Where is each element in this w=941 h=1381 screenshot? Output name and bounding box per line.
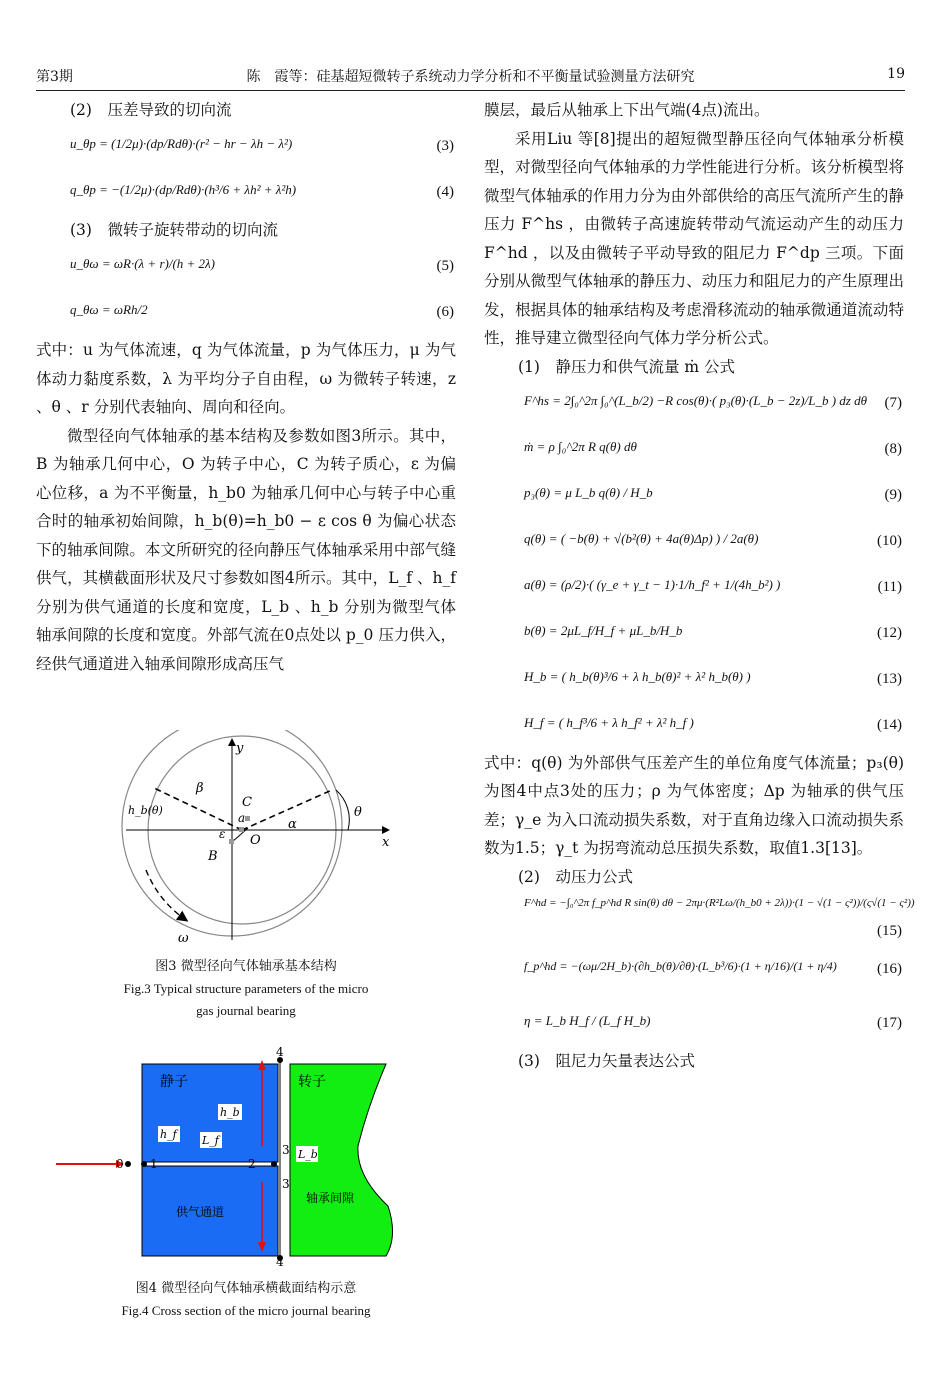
equation-body: f_p^hd = −(ωμ/2H_b)·(∂h_b(θ)/∂θ)·(L_b³/6)·(1 + η/16)/(1 + η/4) bbox=[524, 958, 837, 973]
equation-body: F^hd = −∫₀^2π f_p^hd R sin(θ) dθ − 2πμ·(R²Lω/(h_b0 + 2λ))·(1 − √(1 − ς²))/(ς√(1 − ς²)) bbox=[524, 896, 915, 909]
label-x: x bbox=[382, 835, 390, 850]
equation-9 bbox=[484, 473, 904, 519]
equation-body: p₃(θ) = μ L_b q(θ) / H_b bbox=[524, 484, 653, 500]
label-Lf: L_f bbox=[202, 1134, 219, 1147]
equation-number: (3) bbox=[436, 138, 454, 154]
equation-17 bbox=[484, 1001, 904, 1047]
figure-3 bbox=[36, 730, 456, 1030]
equation-number: (5) bbox=[436, 258, 454, 274]
equation-number: (4) bbox=[436, 184, 454, 200]
paragraph-model: 采用Liu 等[8]提出的超短微型静压径向气体轴承分析模型，对微型径向气体轴承的力学性能进行分析。该分析模型将微型气体轴承的作用力分为由外部供给的高压气流所产生的静压力 F^hs ，由微转子高速旋转带动气流运动产生的动压力 F^hd ，以及由微转子平动导致的阻尼力 F^dp 三项。下面分别从微型气体轴承的静压力、动压力和阻尼力的产生原理出发，根据具体的轴承结构及考虑滑移流动的轴承微通道流动特性，推导建立微型径向气体力学分析公式。 bbox=[484, 129, 904, 347]
omega-arc bbox=[146, 870, 186, 920]
equation-3 bbox=[36, 124, 456, 170]
label-omega: ω bbox=[178, 931, 189, 946]
paragraph-structure: 微型径向气体轴承的基本结构及参数如图3所示。其中，B 为轴承几何中心，O 为转子中心，C 为转子质心，ε 为偏心位移，a 为不平衡量，h_b0 为轴承几何中心与转子中心重合时的轴承初始间隙，h_b(θ)=h_b0 − ε cos θ 为偏心状态下的轴承间隙。本文所研究的径向静压气体轴承采用中部气缝供气，其横截面形状及尺寸参数如图4所示。其中，L_f 、h_f 分别为供气通道的长度和宽度，L_b 、h_b 分别为微型气体轴承间隙的长度和宽度。外部气流在0点处以 p_0 压力供入，经供气通道进入轴承间隙形成高压气 bbox=[36, 426, 456, 673]
figure-3-caption-en-2: gas journal bearing bbox=[196, 1003, 296, 1018]
page-number: 19 bbox=[887, 66, 905, 82]
equation-number: (6) bbox=[436, 304, 454, 320]
equation-body: q_θp = −(1/2μ)·(dp/Rdθ)·(h³/6 + λh² + λ²h) bbox=[70, 182, 297, 197]
point-2 bbox=[271, 1161, 277, 1167]
subsection-heading: (2) 动压力公式 bbox=[518, 867, 633, 886]
header-rule bbox=[36, 90, 905, 91]
label-stator: 静子 bbox=[160, 1074, 188, 1090]
running-header bbox=[36, 62, 905, 88]
label-point-3a: 3 bbox=[282, 1143, 290, 1157]
equation-number: (16) bbox=[877, 960, 902, 977]
label-a: a bbox=[238, 811, 246, 825]
equation-13 bbox=[484, 657, 904, 703]
label-theta: θ bbox=[354, 805, 362, 820]
equation-number: (11) bbox=[877, 578, 902, 595]
equation-body: q_θω = ωRh/2 bbox=[70, 302, 148, 317]
label-rotor: 转子 bbox=[298, 1074, 326, 1090]
label-point-1: 1 bbox=[150, 1157, 158, 1171]
paragraph-where: 式中：u 为气体流速，q 为气体流量，p 为气体压力，μ 为气体动力黏度系数，λ 为平均分子自由程，ω 为微转子转速，z 、θ 、r 分别代表轴向、周向和径向。 bbox=[36, 341, 456, 416]
equation-number: (12) bbox=[877, 624, 902, 641]
equation-10 bbox=[484, 519, 904, 565]
equation-7 bbox=[484, 381, 904, 427]
paragraph-where-2: 式中：q(θ) 为外部供气压差产生的单位角度气体流量；p₃(θ) 为图4中点3处的压力；ρ 为气体密度；Δp 为轴承的供气压差；γ_e 为入口流动损失系数，对于直角边缘入口流动损失系数为1.5；γ_t 为拐弯流动总压损失系数，取值1.3[13]。 bbox=[484, 753, 904, 857]
subsection-heading: (2) 压差导致的切向流 bbox=[70, 101, 232, 119]
label-hb: h_b(θ) bbox=[128, 804, 163, 817]
label-point-2: 2 bbox=[248, 1157, 256, 1171]
label-supply-channel: 供气通道 bbox=[176, 1205, 225, 1219]
equation-body: H_b = ( h_b(θ)³/6 + λ h_b(θ)² + λ² h_b(θ) ) bbox=[524, 668, 751, 684]
label-point-4b: 4 bbox=[276, 1255, 284, 1266]
issue-number: 第3期 bbox=[36, 69, 73, 85]
left-column bbox=[36, 96, 456, 678]
equation-body: F^hs = 2∫₀^2π ∫₀^(L_b/2) −R cos(θ)·( p₃(θ)·(L_b − 2z)/L_b ) dz dθ bbox=[524, 392, 867, 408]
equation-body: a(θ) = (ρ/2)·( (γ_e + γ_t − 1)·1/h_f² + 1/(4h_b²) ) bbox=[524, 576, 781, 592]
dashed-radius-right bbox=[242, 790, 332, 830]
label-beta: β bbox=[196, 781, 204, 796]
label-point-3b: 3 bbox=[282, 1177, 290, 1191]
equation-body: q(θ) = ( −b(θ) + √(b²(θ) + 4a(θ)Δp) ) / 2a(θ) bbox=[524, 530, 759, 546]
label-alpha: α bbox=[288, 817, 297, 832]
equation-number: (8) bbox=[884, 440, 902, 457]
equation-number: (7) bbox=[884, 394, 902, 411]
equation-number: (17) bbox=[877, 1014, 902, 1031]
equation-body: H_f = ( h_f³/6 + λ h_f² + λ² h_f ) bbox=[524, 714, 694, 730]
equation-15 bbox=[484, 891, 915, 947]
equation-14 bbox=[484, 703, 904, 749]
equation-16 bbox=[484, 947, 904, 1001]
equation-body: ṁ = ρ ∫₀^2π R q(θ) dθ bbox=[524, 438, 637, 454]
equation-6 bbox=[36, 290, 456, 336]
label-C: C bbox=[242, 795, 252, 810]
figure-3-caption-cn: 图3 微型径向气体轴承基本结构 bbox=[155, 959, 337, 974]
point-B bbox=[229, 839, 234, 844]
figure-4-caption-cn: 图4 微型径向气体轴承横截面结构示意 bbox=[135, 1281, 357, 1296]
equation-number: (10) bbox=[877, 532, 902, 549]
figure-4-diagram bbox=[36, 1046, 456, 1266]
equation-number: (9) bbox=[884, 486, 902, 503]
label-epsilon: ε bbox=[219, 827, 226, 841]
label-point-0: 0 bbox=[116, 1157, 124, 1171]
equation-body: η = L_b H_f / (L_f H_b) bbox=[524, 1012, 651, 1028]
equation-number: (14) bbox=[877, 716, 902, 733]
label-y: y bbox=[236, 741, 244, 756]
equation-8 bbox=[484, 427, 904, 473]
right-column bbox=[484, 96, 915, 1075]
point-0 bbox=[125, 1161, 131, 1167]
label-hb: h_b bbox=[220, 1106, 240, 1119]
paragraph-continued: 膜层，最后从轴承上下出气端(4点)流出。 bbox=[484, 101, 770, 119]
figure-4 bbox=[36, 1046, 456, 1336]
equation-body: u_θp = (1/2μ)·(dp/Rdθ)·(r² − hr − λh − λ²) bbox=[70, 136, 293, 151]
equation-body: b(θ) = 2μL_f/H_f + μL_b/H_b bbox=[524, 622, 683, 638]
subsection-heading: (3) 阻尼力矢量表达公式 bbox=[518, 1051, 695, 1070]
running-title: 陈 霞等：硅基超短微转子系统动力学分析和不平衡量试验测量方法研究 bbox=[246, 69, 695, 85]
figure-4-caption-en: Fig.4 Cross section of the micro journal bearing bbox=[121, 1303, 371, 1318]
subsection-heading: (1) 静压力和供气流量 ṁ 公式 bbox=[518, 357, 736, 376]
label-B: B bbox=[208, 849, 218, 864]
point-1 bbox=[141, 1161, 147, 1167]
point-C bbox=[245, 816, 250, 821]
label-O: O bbox=[250, 833, 261, 848]
equation-12 bbox=[484, 611, 904, 657]
equation-number: (13) bbox=[877, 670, 902, 687]
label-bearing-clearance: 轴承间隙 bbox=[306, 1191, 355, 1205]
label-hf: h_f bbox=[160, 1128, 177, 1141]
equation-5 bbox=[36, 244, 456, 290]
equation-11 bbox=[484, 565, 904, 611]
point-O bbox=[239, 827, 244, 832]
equation-4 bbox=[36, 170, 456, 216]
label-Lb: L_b bbox=[298, 1148, 318, 1161]
subsection-heading: (3) 微转子旋转带动的切向流 bbox=[70, 221, 278, 239]
label-point-4a: 4 bbox=[276, 1046, 284, 1059]
figure-3-diagram bbox=[36, 730, 456, 950]
equation-number: (15) bbox=[877, 922, 902, 939]
equation-body: u_θω = ωR·(λ + r)/(h + 2λ) bbox=[70, 256, 215, 271]
figure-3-caption-en-1: Fig.3 Typical structure parameters of the micro bbox=[123, 981, 369, 996]
